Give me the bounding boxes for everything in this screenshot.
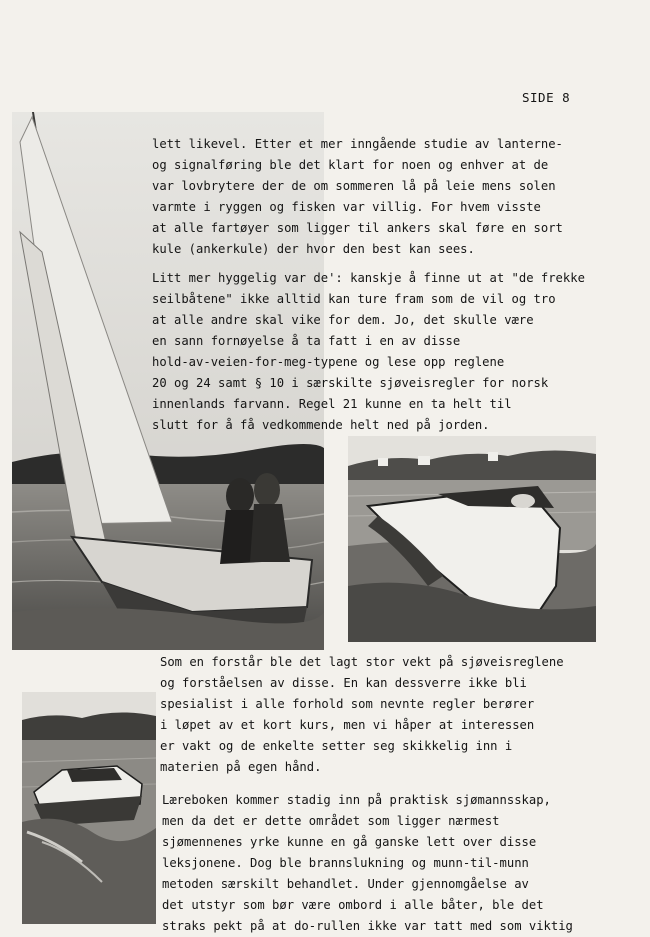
text-line: leksjonene. Dog ble brannslukning og munn-til-munn <box>162 856 529 870</box>
text-line: hold-av-veien-for-meg-typene og lese opp reglene <box>152 355 505 369</box>
text-line: innenlands farvann. Regel 21 kunne en ta helt til <box>152 397 512 411</box>
text-line: seilbåtene" ikke alltid kan ture fram som de vil og tro <box>152 292 556 306</box>
text-line: kule (ankerkule) der hvor den best kan sees. <box>152 242 475 256</box>
text-line: Læreboken kommer stadig inn på praktisk sjømannsskap, <box>162 793 551 807</box>
text-line: Som en forstår ble det lagt stor vekt på sjøveisreglene <box>160 655 564 669</box>
text-line: spesialist i alle forhold som nevnte regler berører <box>160 697 535 711</box>
text-line: materien på egen hånd. <box>160 760 322 774</box>
text-line: og signalføring ble det klart for noen og enhver at de <box>152 158 549 172</box>
page-number: SIDE 8 <box>522 90 571 105</box>
text-line: Litt mer hyggelig var de': kanskje å finne ut at "de frekke <box>152 271 585 285</box>
text-line: lett likevel. Etter et mer inngående studie av lanterne- <box>152 137 563 151</box>
motorboat-shore-photo <box>348 436 596 642</box>
text-line: at alle andre skal vike for dem. Jo, det skulle være <box>152 313 534 327</box>
paragraph-sailboats <box>152 268 585 436</box>
text-line: det utstyr som bør være ombord i alle båter, ble det <box>162 898 544 912</box>
text-line: at alle fartøyer som ligger til ankers skal føre en sort <box>152 221 563 235</box>
motorboat-speeding-photo <box>22 692 156 924</box>
text-line: men da det er dette området som ligger nærmest <box>162 814 500 828</box>
text-line: varmte i ryggen og fisken var villig. For hvem visste <box>152 200 541 214</box>
text-line: metoden særskilt behandlet. Under gjennomgåelse av <box>162 877 529 891</box>
text-line: er vakt og de enkelte setter seg skikkelig inn i <box>160 739 513 753</box>
text-line: straks pekt på at do-rullen ikke var tatt med som viktig <box>162 919 573 933</box>
text-line: var lovbrytere der de om sommeren lå på leie mens solen <box>152 179 556 193</box>
text-line: og forståelsen av disse. En kan dessverre ikke bli <box>160 676 527 690</box>
text-line: 20 og 24 samt § 10 i særskilte sjøveisregler for norsk <box>152 376 549 390</box>
text-line: i løpet av et kort kurs, men vi håper at interessen <box>160 718 535 732</box>
paragraph-navigation-rules <box>160 652 564 778</box>
paragraph-seamanship <box>162 790 573 937</box>
text-line: en sann fornøyelse å ta fatt i en av disse <box>152 334 461 348</box>
paragraph-lanterns <box>152 134 563 260</box>
text-line: slutt for å få vedkommende helt ned på jorden. <box>152 418 490 432</box>
text-line: sjømennenes yrke kunne en gå ganske lett over disse <box>162 835 537 849</box>
